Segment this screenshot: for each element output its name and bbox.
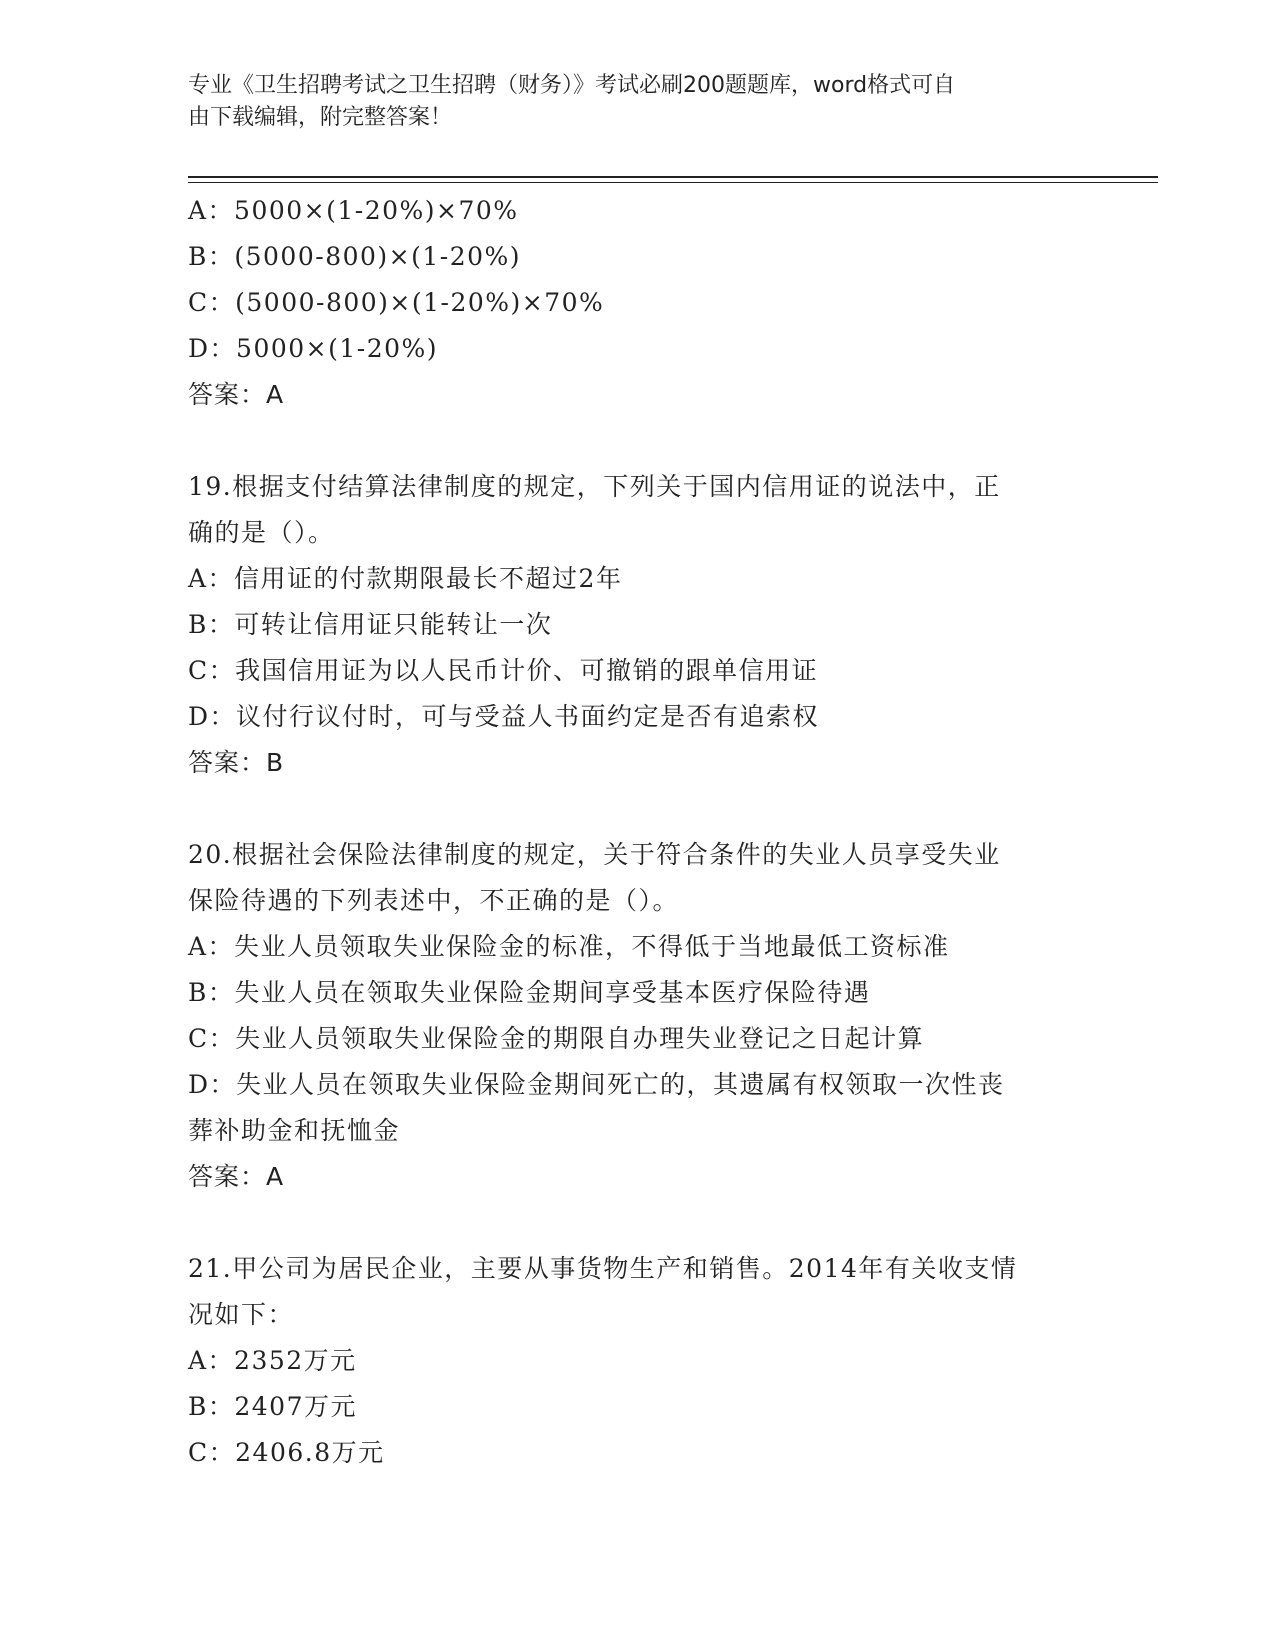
question-block-20 [188,832,1098,1200]
option-a: A：2352万元 [188,1346,357,1375]
option-d: D：议付行议付时，可与受益人书面约定是否有追索权 [188,702,820,731]
question-block-18-continued [188,188,1098,418]
option-c: C：我国信用证为以人民币计价、可撤销的跟单信用证 [188,656,819,685]
option-d-continued: 葬补助金和抚恤金 [188,1116,401,1145]
header-divider-thick [188,176,1158,178]
option-c: C：失业人员领取失业保险金的期限自办理失业登记之日起计算 [188,1024,925,1053]
header-divider-thin [188,182,1158,183]
option-b: B：2407万元 [188,1392,357,1421]
option-c: C：2406.8万元 [188,1438,385,1467]
question-block-21 [188,1246,1098,1476]
option-d: D：失业人员在领取失业保险金期间死亡的，其遗属有权领取一次性丧 [188,1070,1005,1099]
option-c: C：(5000-800)×(1-20%)×70% [188,288,605,317]
document-body [188,188,1098,1476]
question-stem-line: 保险待遇的下列表述中，不正确的是（）。 [188,886,680,915]
option-a: A：信用证的付款期限最长不超过2年 [188,564,623,593]
question-stem-line: 确的是（）。 [188,518,335,547]
question-stem-line: 况如下： [188,1300,295,1329]
header-line-1: 专业《卫生招聘考试之卫生招聘（财务）》考试必刷200题题库，word格式可自 [188,73,956,98]
question-stem-line: 20.根据社会保险法律制度的规定，关于符合条件的失业人员享受失业 [188,840,1001,869]
option-a: A：5000×(1-20%)×70% [188,196,519,225]
question-block-19 [188,464,1098,786]
document-header [188,70,1088,134]
header-line-2: 由下载编辑，附完整答案！ [188,105,453,130]
option-a: A：失业人员领取失业保险金的标准，不得低于当地最低工资标准 [188,932,950,961]
answer-line: 答案：A [188,380,285,409]
option-b: B：可转让信用证只能转让一次 [188,610,553,639]
answer-line: 答案：A [188,1162,285,1191]
option-d: D：5000×(1-20%) [188,334,439,363]
question-stem-line: 21.甲公司为居民企业，主要从事货物生产和销售。2014年有关收支情 [188,1254,1018,1283]
answer-line: 答案：B [188,748,285,777]
option-b: B：(5000-800)×(1-20%) [188,242,522,271]
question-stem-line: 19.根据支付结算法律制度的规定，下列关于国内信用证的说法中，正 [188,472,1001,501]
option-b: B：失业人员在领取失业保险金期间享受基本医疗保险待遇 [188,978,871,1007]
